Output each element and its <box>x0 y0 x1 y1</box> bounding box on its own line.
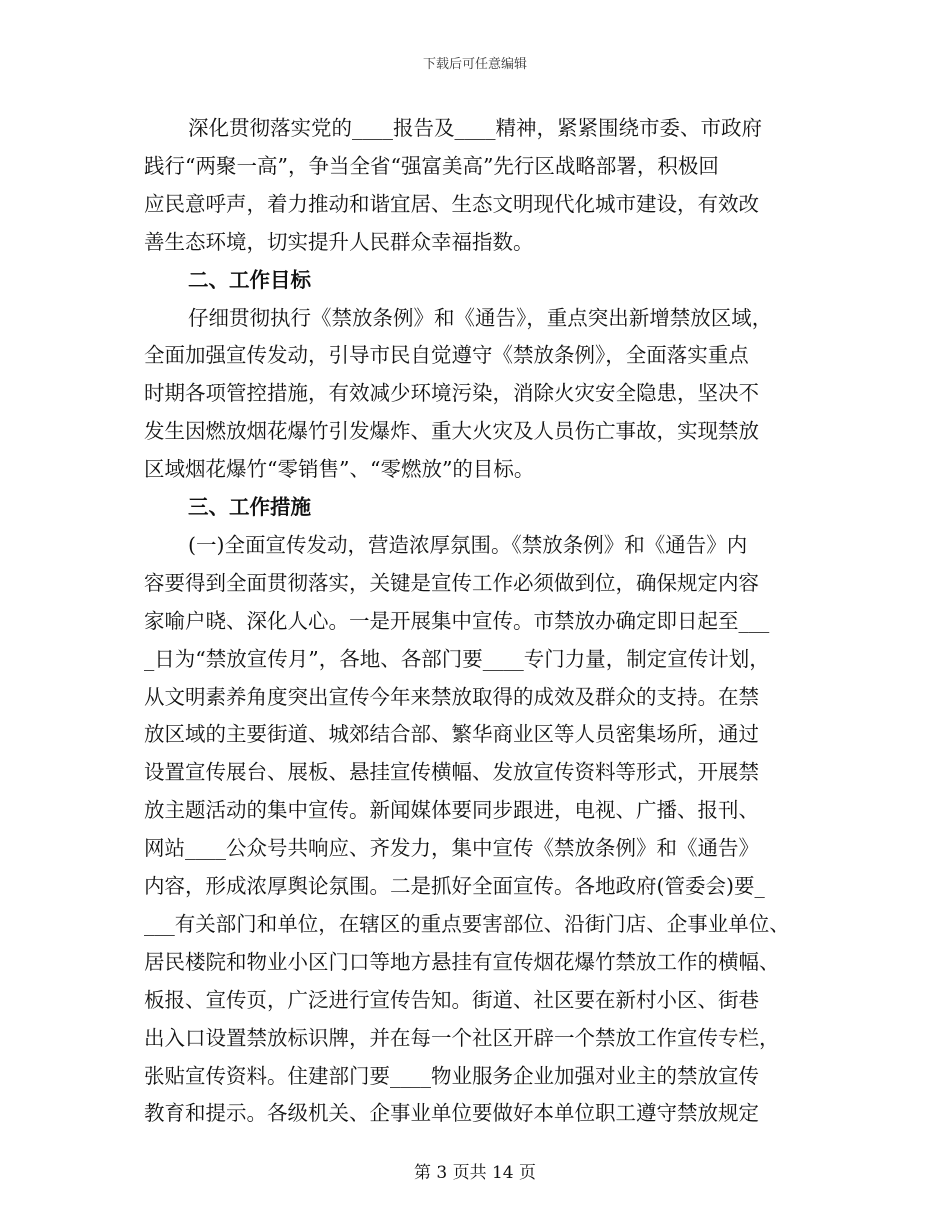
paragraph-line: 放主题活动的集中宣传。新闻媒体要同步跟进，电视、广播、报刊、 <box>144 798 759 823</box>
paragraph-line: 板报、宣传页，广泛进行宣传告知。街道、社区要在新村小区、街巷 <box>144 987 759 1012</box>
paragraph-line: 全面加强宣传发动，引导市民自觉遵守《禁放条例》，全面落实重点 <box>144 343 749 368</box>
page-footer: 第 3 页共 14 页 <box>413 1163 537 1183</box>
paragraph-line: 设置宣传展台、展板、悬挂宣传横幅、发放宣传资料等形式，开展禁 <box>144 760 759 785</box>
page-header: 下载后可任意编辑 <box>422 57 527 72</box>
paragraph-line: 发生因燃放烟花爆竹引发爆炸、重大火灾及人员伤亡事故，实现禁放 <box>144 419 759 444</box>
paragraph-line: 时期各项管控措施，有效减少环境污染，消除火灾安全隐患，坚决不 <box>144 381 759 406</box>
paragraph-line: ___有关部门和单位，在辖区的重点要害部位、沿街门店、企事业单位、 <box>144 911 790 936</box>
paragraph-line: 居民楼院和物业小区门口等地方悬挂有宣传烟花爆竹禁放工作的横幅、 <box>144 949 780 974</box>
section-heading: 三、工作措施 <box>188 495 311 519</box>
paragraph-line: 践行“两聚一高”，争当全省“强富美高”先行区战略部署，积极回 <box>144 153 719 178</box>
paragraph-line: 家喻户晓、深化人心。一是开展集中宣传。市禁放办确定即日起至___ <box>144 608 770 633</box>
paragraph-line: 出入口设置禁放标识牌，并在每一个社区开辟一个禁放工作宣传专栏， <box>144 1025 780 1050</box>
paragraph-line: 教育和提示。各级机关、企事业单位要做好本单位职工遵守禁放规定 <box>144 1101 759 1126</box>
paragraph-line: 放区域的主要街道、城郊结合部、繁华商业区等人员密集场所，通过 <box>144 722 759 747</box>
paragraph-line: 内容，形成浓厚舆论氛围。二是抓好全面宣传。各地政府(管委会)要_ <box>144 874 765 898</box>
paragraph-line: (一)全面宣传发动，营造浓厚氛围。《禁放条例》和《通告》内 <box>188 532 748 557</box>
paragraph-line: 容要得到全面贯彻落实，关键是宣传工作必须做到位，确保规定内容 <box>144 570 759 595</box>
section-heading: 二、工作目标 <box>188 267 311 292</box>
paragraph-line: _日为“禁放宣传月”，各地、各部门要____专门力量，制定宣传计划， <box>144 646 770 671</box>
paragraph-line: 应民意呼声，着力推动和谐宜居、生态文明现代化城市建设，有效改 <box>144 191 759 216</box>
paragraph-line: 区域烟花爆竹“零销售”、“零燃放”的目标。 <box>144 457 535 482</box>
paragraph-line: 张贴宣传资料。住建部门要____物业服务企业加强对业主的禁放宣传 <box>144 1063 759 1088</box>
paragraph-line: 网站____公众号共响应、齐发力，集中宣传《禁放条例》和《通告》 <box>144 836 759 861</box>
paragraph-line: 从文明素养角度突出宣传今年来禁放取得的成效及群众的支持。在禁 <box>144 684 759 709</box>
paragraph-line: 仔细贯彻执行《禁放条例》和《通告》，重点突出新增禁放区域， <box>188 305 773 330</box>
paragraph-line: 善生态环境，切实提升人民群众幸福指数。 <box>144 229 534 254</box>
paragraph-line: 深化贯彻落实党的____报告及____精神，紧紧围绕市委、市政府 <box>188 116 762 140</box>
